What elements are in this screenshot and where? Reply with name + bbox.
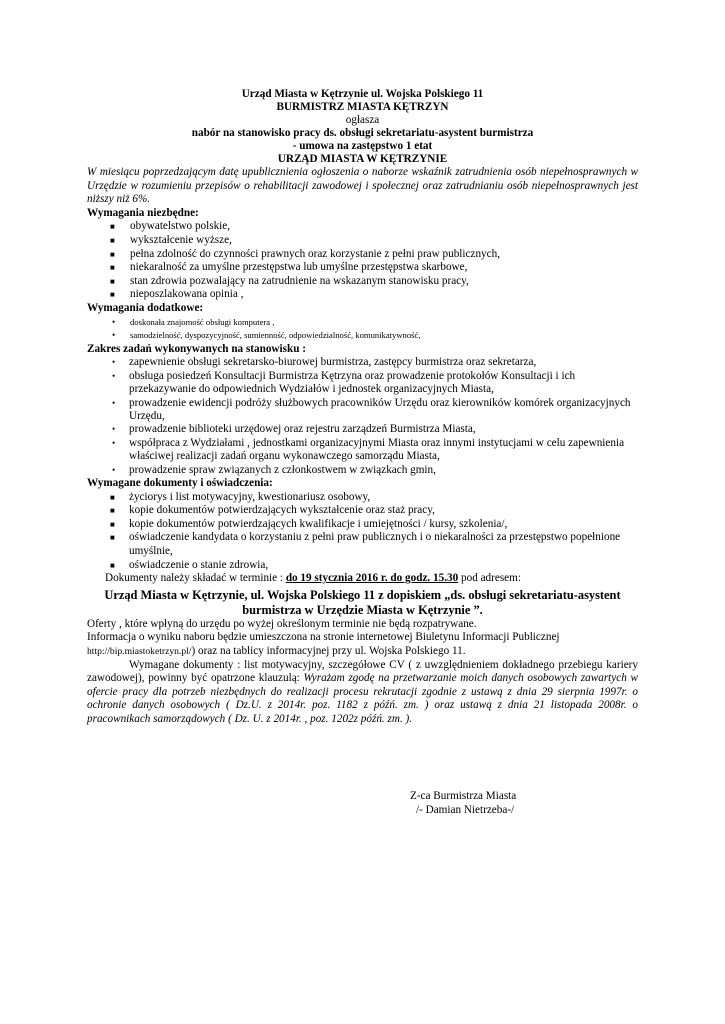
list-item: • prowadzenie spraw związanych z członkostwem w związkach gmin, (112, 463, 436, 476)
documents-list (87, 491, 638, 573)
list-item: • współpraca z Wydziałami , jednostkami organizacyjnymi Miasta oraz innymi instytucjami w celu zapewnienia właściwej realizacji zadań organu wykonawczego samorządu Miasta, (112, 436, 625, 463)
square-bullet-icon: ■ (110, 235, 115, 245)
list-item: ■ nieposzlakowana opinia , (110, 288, 244, 301)
list-item: • obsługa posiedzeń Konsultacji Burmistrza Kętrzyna oraz prowadzenie protokołów Konsultacji i ich przekazywanie do odpowiednich Wydziałów i jednostek organizacyjnych Miasta, (112, 369, 576, 396)
signature-name: /- Damian Nietrzeba-/ (416, 803, 515, 816)
required-title: Wymagania niezbędne: (87, 206, 199, 219)
list-item: ■ niekaralność za umyślne przestępstwa lub umyślne przestępstwa skarbowe, (110, 261, 468, 274)
list-item: ■ kopie dokumentów potwierdzających wykształcenie oraz staż pracy, (110, 504, 435, 517)
consent-clause: Wyrażam zgodę na przetwarzanie moich danych osobowych zawartych w ofercie pracy dla potrzeb niezbędnych do realizacji procesu rekrutacji zgodnie z ustawą z dnia 29 sierpnia 1997r. o ochronie danych osobowych ( Dz.U. z 2014r. poz. 1182 z późń. zm. ) oraz ustawą z dnia 21 listopada 2008r. o pracownikach samorządowych ( Dz. U. z 2014r. , poz. 1202z późń. zm. ). (87, 672, 639, 725)
header-line-position: nabór na stanowisko pracy ds. obsługi sekretariatu-asystent burmistrza (191, 127, 534, 139)
disc-bullet-icon: • (112, 424, 116, 435)
square-bullet-icon: ■ (110, 263, 115, 273)
deadline-date: do 19 stycznia 2016 r. do godz. 15.30 (285, 572, 459, 585)
documents-title: Wymagane dokumenty i oświadczenia: (87, 476, 273, 489)
square-bullet-icon: ■ (110, 533, 115, 543)
header-line-office: Urząd Miasta w Kętrzynie ul. Wojska Polskiego 11 (241, 88, 484, 100)
signature-block (410, 790, 516, 817)
disc-bullet-icon: • (112, 397, 116, 408)
square-bullet-icon: ■ (110, 519, 115, 529)
square-bullet-icon: ■ (110, 290, 115, 300)
tasks-title: Zakres zadań wykonywanych na stanowisku : (87, 342, 306, 355)
header-line-contract: - umowa na zastępstwo 1 etat (292, 140, 433, 152)
list-item: ■ oświadczenie kandydata o korzystaniu z pełni praw publicznych i o niekaralności za przestępstwo popełnione umyślnie, (110, 531, 621, 557)
disc-bullet-icon: • (112, 316, 116, 327)
required-documents-paragraph: Wymagane dokumenty : list motywacyjny, szczegółowe CV ( z uwzględnieniem dokładnego przebiegu kariery zawodowej), powinny być opatrzone klauzulą: Wyrażam zgodę na przetwarzanie moich danych osobowych zawartych w ofercie pracy dla potrzeb niezbędnych do realizacji procesu rekrutacji zgodnie z ustawą z dnia 29 sierpnia 1997r. o ochronie danych osobowych ( Dz.U. z 2014r. poz. 1182 z późń. zm. ) oraz ustawą z dnia 21 listopada 2008r. o pracownikach samorządowych ( Dz. U. z 2014r. , poz. 1202z późń. zm. ). (87, 658, 639, 725)
header-line-announces: ogłasza (345, 114, 380, 126)
late-offers-note: Oferty , które wpłyną do urzędu po wyżej określonym terminie nie będą rozpatrywane. (87, 617, 477, 630)
additional-title: Wymagania dodatkowe: (87, 301, 204, 314)
submission-address: Urząd Miasta w Kętrzynie, ul. Wojska Polskiego 11 z dopiskiem „ds. obsługi sekretariatu-asystent burmistrza w Urzędzie Miasta w Kętrzynie ”. (104, 587, 621, 617)
list-item: • prowadzenie biblioteki urzędowej oraz rejestru zarządzeń Burmistrza Miasta, (112, 423, 476, 436)
disc-bullet-icon: • (112, 437, 116, 448)
square-bullet-icon: ■ (110, 506, 115, 516)
bip-url: http://bip.miastoketrzyn.pl/ (87, 645, 192, 657)
header-line-office-caps: URZĄD MIASTA W KĘTRZYNIE (277, 153, 448, 165)
disc-bullet-icon: • (112, 330, 116, 341)
list-item: ■ życiorys i list motywacyjny, kwestionariusz osobowy, (110, 490, 371, 503)
list-item: ■ oświadczenie o stanie zdrowia, (110, 558, 269, 571)
disc-bullet-icon: • (112, 370, 116, 381)
intro-paragraph: W miesiącu poprzedzającym datę upublicznienia ogłoszenia o naborze wskaźnik zatrudnienia osób niepełnosprawnych w Urzędzie w rozumieniu przepisów o rehabilitacji zawodowej i społecznej oraz zatrudnianiu osób niepełnosprawnych jest niższy niż 6%. (87, 166, 638, 206)
list-item: • samodzielność, dyspozycyjność, sumienność, odpowiedzialność, komunikatywność, (87, 329, 638, 343)
list-item: ■ obywatelstwo polskie, (110, 220, 231, 233)
deadline-line: Dokumenty należy składać w terminie : do 19 stycznia 2016 r. do godz. 15.30 pod adresem: (105, 572, 521, 585)
additional-list (87, 316, 638, 343)
signature-title: Z-ca Burmistrza Miasta (410, 790, 517, 802)
required-list (87, 220, 638, 302)
results-info-line: Informacja o wyniku naboru będzie umieszczona na stronie internetowej Biuletynu Informacji Publicznej (87, 631, 560, 644)
list-item: ■ stan zdrowia pozwalający na zatrudnienie na wskazanym stanowisku pracy, (110, 274, 469, 287)
square-bullet-icon: ■ (110, 276, 115, 286)
announcement-document (87, 88, 638, 726)
list-item: ■ kopie dokumentów potwierdzających kwalifikacje i umiejętności / kursy, szkolenia/, (110, 517, 508, 530)
square-bullet-icon: ■ (110, 222, 115, 232)
square-bullet-icon: ■ (110, 249, 115, 259)
list-item: • doskonała znajomość obsługi komputera , (87, 316, 638, 330)
square-bullet-icon: ■ (110, 492, 115, 502)
header-line-mayor: BURMISTRZ MIASTA KĘTRZYN (276, 101, 449, 113)
list-item: ■ wykształcenie wyższe, (110, 233, 232, 246)
tasks-list (87, 356, 638, 477)
list-item: • prowadzenie ewidencji podróży służbowych pracowników Urzędu oraz kierowników komórek organizacyjnych Urzędu, (112, 396, 631, 422)
list-item: • zapewnienie obsługi sekretarsko-biurowej burmistrza, zastępcy burmistrza oraz sekretarza, (112, 356, 537, 369)
results-info-url-line: http://bip.miastoketrzyn.pl/) oraz na tablicy informacyjnej przy ul. Wojska Polskiego 11. (87, 644, 466, 657)
square-bullet-icon: ■ (110, 560, 115, 570)
disc-bullet-icon: • (112, 464, 116, 475)
disc-bullet-icon: • (112, 357, 116, 368)
list-item: ■ pełna zdolność do czynności prawnych oraz korzystanie z pełni praw publicznych, (110, 247, 500, 260)
